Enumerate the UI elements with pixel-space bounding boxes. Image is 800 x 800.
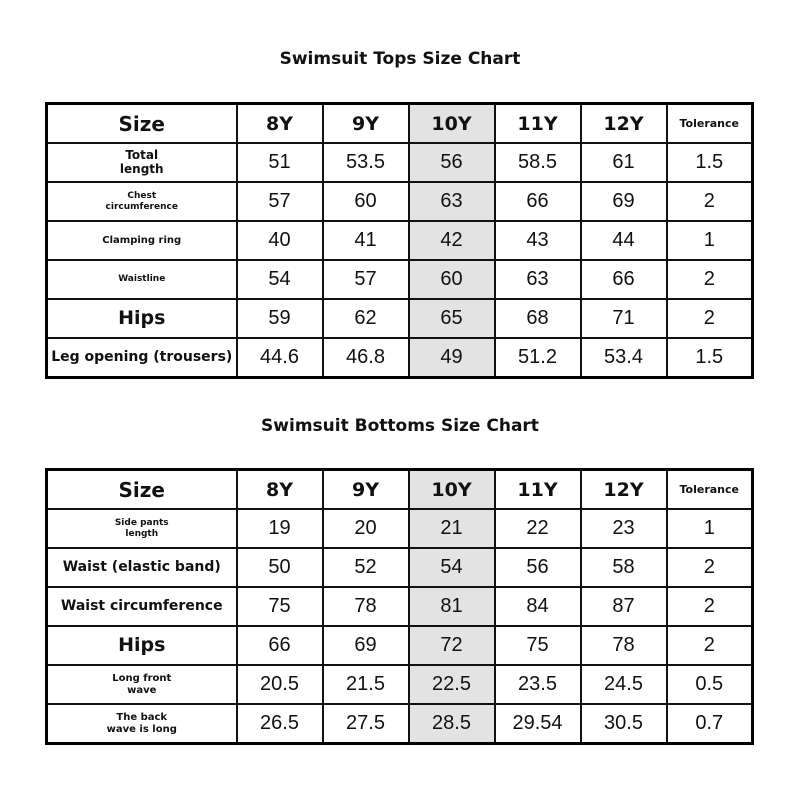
- cell-value: 2: [667, 260, 753, 299]
- header-9y: 9Y: [323, 470, 409, 510]
- header-row: [47, 104, 753, 144]
- bottoms-chart-title: Swimsuit Bottoms Size Chart: [261, 416, 539, 436]
- cell-value: 50: [237, 548, 323, 587]
- cell-value: 75: [237, 587, 323, 626]
- cell-value: 1.5: [667, 143, 753, 182]
- row-label: Waist (elastic band): [47, 548, 237, 587]
- cell-value: 44: [581, 221, 667, 260]
- header-11y: 11Y: [495, 470, 581, 510]
- cell-value: 2: [667, 626, 753, 665]
- cell-value: 22: [495, 509, 581, 548]
- header-size: Size: [47, 470, 237, 510]
- cell-value: 68: [495, 299, 581, 338]
- cell-value: 71: [581, 299, 667, 338]
- header-12y: 12Y: [581, 470, 667, 510]
- cell-value: 58: [581, 548, 667, 587]
- cell-value: 2: [667, 587, 753, 626]
- row-label: Chest circumference: [47, 182, 237, 221]
- cell-value: 66: [581, 260, 667, 299]
- cell-value: 20: [323, 509, 409, 548]
- cell-value: 75: [495, 626, 581, 665]
- cell-value: 2: [667, 548, 753, 587]
- header-8y: 8Y: [237, 470, 323, 510]
- header-9y: 9Y: [323, 104, 409, 144]
- cell-value: 1.5: [667, 338, 753, 378]
- header-8y: 8Y: [237, 104, 323, 144]
- header-row: [47, 470, 753, 510]
- cell-value: 26.5: [237, 704, 323, 744]
- cell-value: 66: [495, 182, 581, 221]
- cell-value: 44.6: [237, 338, 323, 378]
- cell-value: 54: [409, 548, 495, 587]
- cell-value: 87: [581, 587, 667, 626]
- cell-value: 30.5: [581, 704, 667, 744]
- cell-value: 58.5: [495, 143, 581, 182]
- header-tolerance: Tolerance: [667, 470, 753, 510]
- row-label: Clamping ring: [47, 221, 237, 260]
- table-row: [47, 221, 753, 260]
- row-label: Leg opening (trousers): [47, 338, 237, 378]
- row-label: Side pants length: [47, 509, 237, 548]
- cell-value: 1: [667, 509, 753, 548]
- table-row: [47, 704, 753, 744]
- header-size: Size: [47, 104, 237, 144]
- cell-value: 53.5: [323, 143, 409, 182]
- cell-value: 1: [667, 221, 753, 260]
- cell-value: 2: [667, 299, 753, 338]
- cell-value: 42: [409, 221, 495, 260]
- cell-value: 20.5: [237, 665, 323, 704]
- cell-value: 65: [409, 299, 495, 338]
- cell-value: 57: [323, 260, 409, 299]
- table-row: [47, 509, 753, 548]
- cell-value: 59: [237, 299, 323, 338]
- cell-value: 52: [323, 548, 409, 587]
- row-label: Waistline: [47, 260, 237, 299]
- cell-value: 29.54: [495, 704, 581, 744]
- cell-value: 72: [409, 626, 495, 665]
- cell-value: 49: [409, 338, 495, 378]
- cell-value: 27.5: [323, 704, 409, 744]
- cell-value: 56: [495, 548, 581, 587]
- cell-value: 69: [323, 626, 409, 665]
- cell-value: 22.5: [409, 665, 495, 704]
- cell-value: 69: [581, 182, 667, 221]
- table-row: [47, 665, 753, 704]
- header-10y: 10Y: [409, 470, 495, 510]
- table-row: [47, 626, 753, 665]
- row-label: Hips: [47, 626, 237, 665]
- header-tolerance: Tolerance: [667, 104, 753, 144]
- cell-value: 40: [237, 221, 323, 260]
- row-label: Long front wave: [47, 665, 237, 704]
- table-row: [47, 299, 753, 338]
- cell-value: 78: [323, 587, 409, 626]
- cell-value: 62: [323, 299, 409, 338]
- cell-value: 56: [409, 143, 495, 182]
- cell-value: 0.5: [667, 665, 753, 704]
- table-row: [47, 143, 753, 182]
- cell-value: 28.5: [409, 704, 495, 744]
- cell-value: 0.7: [667, 704, 753, 744]
- cell-value: 23: [581, 509, 667, 548]
- row-label: Hips: [47, 299, 237, 338]
- cell-value: 60: [323, 182, 409, 221]
- row-label: Total length: [47, 143, 237, 182]
- table-row: [47, 260, 753, 299]
- row-label: The back wave is long: [47, 704, 237, 744]
- cell-value: 41: [323, 221, 409, 260]
- table-row: [47, 182, 753, 221]
- cell-value: 21.5: [323, 665, 409, 704]
- cell-value: 51.2: [495, 338, 581, 378]
- row-label: Waist circumference: [47, 587, 237, 626]
- header-11y: 11Y: [495, 104, 581, 144]
- cell-value: 57: [237, 182, 323, 221]
- table-row: [47, 548, 753, 587]
- header-10y: 10Y: [409, 104, 495, 144]
- cell-value: 23.5: [495, 665, 581, 704]
- cell-value: 24.5: [581, 665, 667, 704]
- tops-size-table: [45, 102, 754, 379]
- cell-value: 51: [237, 143, 323, 182]
- cell-value: 63: [495, 260, 581, 299]
- cell-value: 2: [667, 182, 753, 221]
- cell-value: 21: [409, 509, 495, 548]
- cell-value: 81: [409, 587, 495, 626]
- cell-value: 46.8: [323, 338, 409, 378]
- cell-value: 43: [495, 221, 581, 260]
- table-row: [47, 338, 753, 378]
- bottoms-size-table: [45, 468, 754, 745]
- cell-value: 60: [409, 260, 495, 299]
- cell-value: 61: [581, 143, 667, 182]
- tops-chart-title: Swimsuit Tops Size Chart: [279, 49, 521, 69]
- cell-value: 53.4: [581, 338, 667, 378]
- cell-value: 84: [495, 587, 581, 626]
- cell-value: 19: [237, 509, 323, 548]
- cell-value: 66: [237, 626, 323, 665]
- table-row: [47, 587, 753, 626]
- cell-value: 63: [409, 182, 495, 221]
- header-12y: 12Y: [581, 104, 667, 144]
- cell-value: 78: [581, 626, 667, 665]
- cell-value: 54: [237, 260, 323, 299]
